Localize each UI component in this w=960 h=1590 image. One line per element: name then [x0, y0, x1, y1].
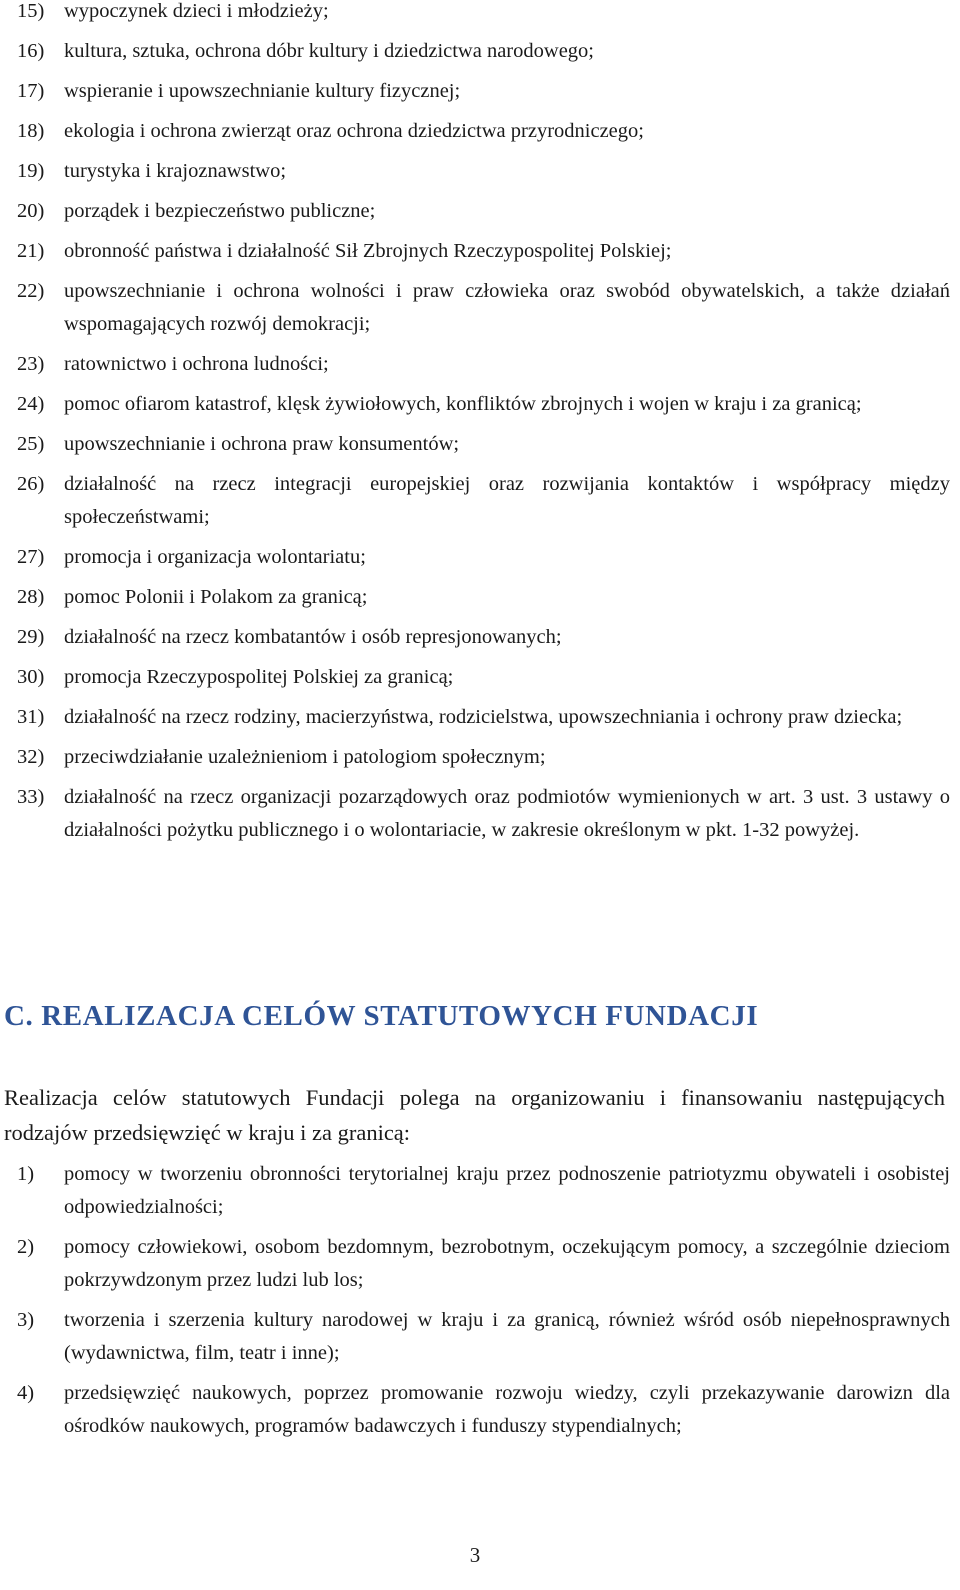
- list-item-text: turystyka i krajoznawstwo;: [64, 160, 287, 182]
- list-item: [0, 235, 950, 268]
- list-item: [0, 661, 950, 694]
- list-item: [0, 428, 950, 461]
- undertakings-list: [0, 1158, 950, 1450]
- list-item-text: działalność na rzecz kombatantów i osób represjonowanych;: [64, 626, 562, 648]
- list-item-text: przedsięwzięć naukowych, poprzez promowanie rozwoju wiedzy, czyli przekazywanie darowizn dla ośrodków naukowych, programów badawczych i funduszy stypendialnych;: [64, 1382, 950, 1437]
- list-item-text: upowszechnianie i ochrona praw konsumentów;: [64, 433, 460, 455]
- list-item-text: kultura, sztuka, ochrona dóbr kultury i dziedzictwa narodowego;: [64, 40, 594, 62]
- list-item-number: 26): [17, 473, 45, 495]
- list-item-number: 15): [17, 0, 45, 22]
- list-item-text: ekologia i ochrona zwierząt oraz ochrona dziedzictwa przyrodniczego;: [64, 120, 644, 142]
- list-item-text: wypoczynek dzieci i młodzieży;: [64, 0, 329, 22]
- list-item-number: 17): [17, 80, 45, 102]
- list-item-text: ratownictwo i ochrona ludności;: [64, 353, 329, 375]
- section-intro-paragraph: Realizacja celów statutowych Fundacji polega na organizowaniu i finansowaniu następujących rodzajów przedsięwzięć w kraju i za granicą:: [4, 1085, 945, 1145]
- list-item-number: 20): [17, 200, 45, 222]
- list-item-number: 2): [17, 1236, 35, 1258]
- list-item-number: 33): [17, 786, 45, 808]
- list-item-text: promocja Rzeczypospolitej Polskiej za granicą;: [64, 666, 454, 688]
- list-item-number: 3): [17, 1309, 35, 1331]
- list-item: [0, 388, 950, 421]
- list-item-number: 21): [17, 240, 45, 262]
- list-item-number: 25): [17, 433, 45, 455]
- list-item-text: działalność na rzecz organizacji pozarządowych oraz podmiotów wymienionych w art. 3 ust. 3 ustawy o działalności pożytku publicznego i o wolontariacie, w zakresie określonym w pkt. 1-32 powyżej.: [64, 786, 950, 841]
- list-item-text: upowszechnianie i ochrona wolności i praw człowieka oraz swobód obywatelskich, a także działań wspomagających rozwój demokracji;: [64, 280, 950, 335]
- list-item: [0, 468, 950, 534]
- list-item-text: promocja i organizacja wolontariatu;: [64, 546, 366, 568]
- list-item-text: tworzenia i szerzenia kultury narodowej w kraju i za granicą, również wśród osób niepełnosprawnych (wydawnictwa, film, teatr i inne);: [64, 1309, 950, 1364]
- list-item-number: 16): [17, 40, 45, 62]
- list-item: [0, 701, 950, 734]
- list-item: [0, 1377, 950, 1443]
- list-item-number: 27): [17, 546, 45, 568]
- list-item-number: 32): [17, 746, 45, 768]
- list-item: [0, 155, 950, 188]
- list-item-number: 29): [17, 626, 45, 648]
- list-item: [0, 541, 950, 574]
- list-item-number: 1): [17, 1163, 35, 1185]
- list-item-text: wspieranie i upowszechnianie kultury fizycznej;: [64, 80, 461, 102]
- list-item: [0, 35, 950, 68]
- list-item-text: pomocy człowiekowi, osobom bezdomnym, bezrobotnym, oczekującym pomocy, a szczególnie dzieciom pokrzywdzonym przez ludzi lub los;: [64, 1236, 950, 1291]
- list-item: [0, 0, 950, 28]
- list-item-text: porządek i bezpieczeństwo publiczne;: [64, 200, 376, 222]
- list-item: [0, 621, 950, 654]
- list-item-text: działalność na rzecz rodziny, macierzyństwa, rodzicielstwa, upowszechniania i ochrony praw dziecka;: [64, 706, 903, 728]
- list-item-text: pomoc Polonii i Polakom za granicą;: [64, 586, 368, 608]
- list-item-number: 24): [17, 393, 45, 415]
- list-item-number: 23): [17, 353, 45, 375]
- page-number: 3: [469, 1543, 481, 1567]
- list-item: [0, 781, 950, 847]
- list-item-number: 30): [17, 666, 45, 688]
- list-item-number: 4): [17, 1382, 35, 1404]
- list-item: [0, 348, 950, 381]
- list-item-number: 18): [17, 120, 45, 142]
- section-heading: C. REALIZACJA CELÓW STATUTOWYCH FUNDACJI: [4, 1000, 759, 1032]
- list-item-number: 31): [17, 706, 45, 728]
- list-item: [0, 195, 950, 228]
- list-item-text: pomoc ofiarom katastrof, klęsk żywiołowych, konfliktów zbrojnych i wojen w kraju i za granicą;: [64, 393, 862, 415]
- list-item-text: pomocy w tworzeniu obronności terytorialnej kraju przez podnoszenie patriotyzmu obywateli i osobistej odpowiedzialności;: [64, 1163, 950, 1218]
- list-item-text: przeciwdziałanie uzależnieniom i patologiom społecznym;: [64, 746, 546, 768]
- list-item: [0, 275, 950, 341]
- list-item: [0, 1158, 950, 1224]
- list-item: [0, 75, 950, 108]
- list-item: [0, 741, 950, 774]
- list-item-number: 28): [17, 586, 45, 608]
- list-item-text: obronność państwa i działalność Sił Zbrojnych Rzeczypospolitej Polskiej;: [64, 240, 672, 262]
- list-item: [0, 1231, 950, 1297]
- list-item: [0, 581, 950, 614]
- list-item: [0, 115, 950, 148]
- list-item: [0, 1304, 950, 1370]
- list-item-number: 19): [17, 160, 45, 182]
- list-item-number: 22): [17, 280, 45, 302]
- list-item-text: działalność na rzecz integracji europejskiej oraz rozwijania kontaktów i współpracy między społeczeństwami;: [64, 473, 950, 528]
